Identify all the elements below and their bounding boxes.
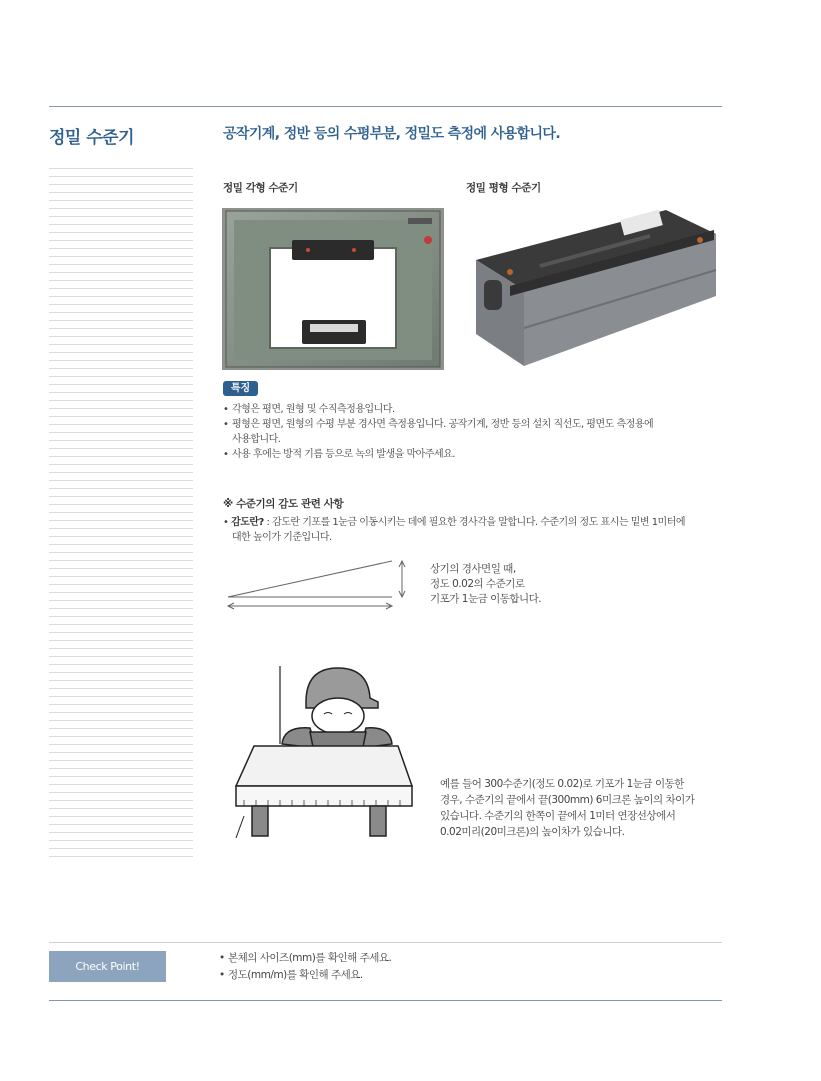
- feature-item: • 사용 후에는 방적 기름 등으로 녹의 발생을 막아주세요.: [223, 447, 723, 462]
- feature-item: • 평형은 평면, 원형의 수평 부분 경사면 측정용입니다. 공작기계, 정반 등의 설치 직선도, 평면도 측정용에 사용합니다.: [223, 417, 723, 447]
- slope-caption: 상기의 경사면일 때, 정도 0.02의 수준기로 기포가 1눈금 이동합니다.: [430, 563, 542, 605]
- square-level-image: [222, 208, 444, 370]
- checkpoint-item: • 본체의 사이즈(mm)를 확인해 주세요.: [219, 950, 391, 967]
- example-text: 예를 들어 300수준기(정도 0.02)로 기포가 1눈금 이동한 경우, 수준기의 끝에서 끝(300mm) 6미크론 높이의 차이가 있습니다. 수준기의 한쪽이 끝에서 1미터 연장선상에서 0.02미리(20미크론)의 높이차가 있습니다.: [440, 778, 695, 838]
- flat-level-image: [470, 200, 722, 370]
- checkpoint-top-rule: [49, 942, 722, 943]
- page-headline: 공작기계, 정반 등의 수평부분, 정밀도 측정에 사용합니다.: [223, 126, 561, 142]
- worker-illustration: [232, 662, 422, 838]
- page-title: 정밀 수준기: [49, 128, 135, 148]
- product-label-square: 정밀 각형 수준기: [223, 182, 298, 194]
- bottom-divider: [49, 1000, 722, 1001]
- features-badge: 특징: [223, 381, 258, 396]
- check-point-label: Check Point!: [49, 951, 166, 982]
- sensitivity-definition: • 감도란? : 감도란 기포를 1눈금 이동시키는 데에 필요한 경사각을 말합니다. 수준기의 정도 표시는 밑변 1미터에 대한 높이가 기준입니다.: [223, 517, 686, 543]
- feature-item: • 각형은 평면, 원형 및 수직측정용입니다.: [223, 402, 723, 417]
- checkpoint-list: [219, 950, 391, 984]
- features-list: [223, 402, 723, 462]
- top-divider: [49, 106, 722, 107]
- sensitivity-term: 감도란?: [231, 517, 264, 528]
- checkpoint-item: • 정도(mm/m)를 확인해 주세요.: [219, 967, 391, 984]
- slope-diagram: [224, 557, 414, 613]
- sensitivity-title: ※ 수준기의 감도 관련 사항: [223, 498, 344, 510]
- sidebar-lines: [49, 168, 193, 858]
- product-label-flat: 정밀 평형 수준기: [466, 182, 541, 194]
